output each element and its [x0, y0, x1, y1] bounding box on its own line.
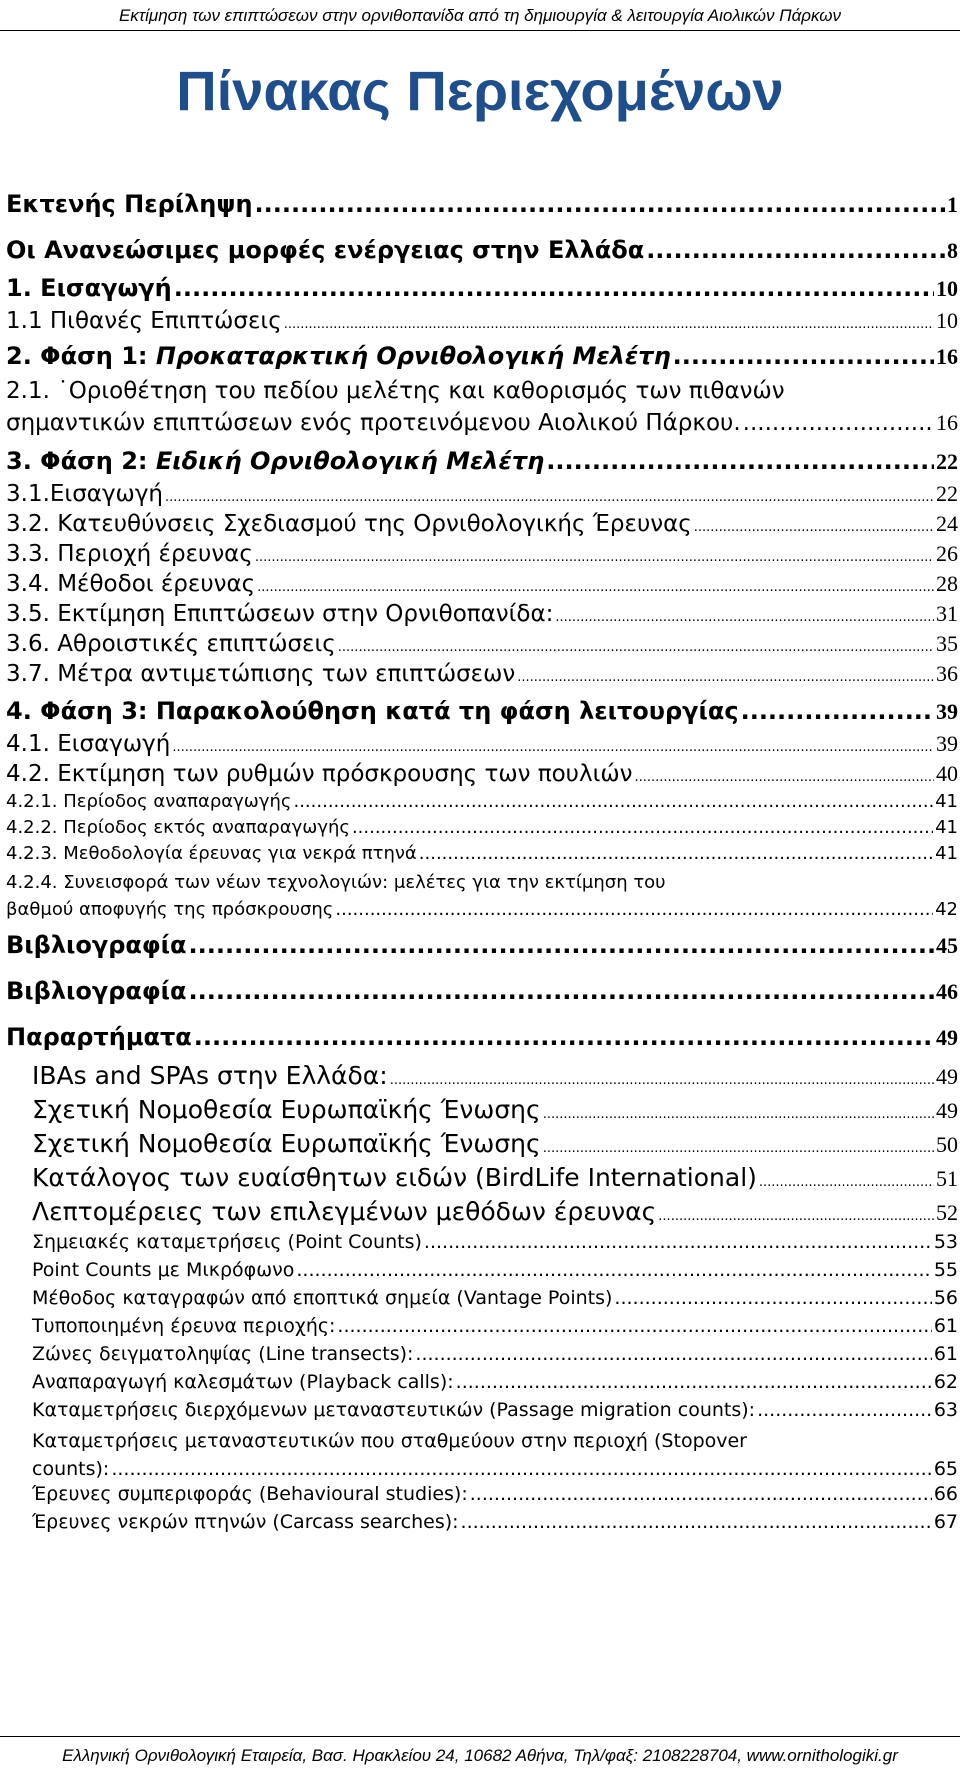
toc-page: 28 [936, 571, 958, 596]
toc-label: Ζώνες δειγματοληψίας (Line transects): [32, 1343, 414, 1365]
toc-leader [174, 274, 934, 302]
toc-page: 61 [933, 1315, 958, 1337]
toc-label: Λεπτομέρειες των επιλεγμένων μεθόδων έρευνας [32, 1197, 657, 1226]
toc-leader [743, 408, 934, 439]
toc-leader [111, 1455, 931, 1483]
toc-label: 4.2.1. Περίοδος αναπαραγωγής [6, 791, 292, 812]
toc-page: 36 [936, 661, 958, 686]
toc-leader [255, 190, 945, 218]
toc-label: Καταμετρήσεις διερχόμενων μεταναστευτικών (Passage migration counts): [32, 1399, 756, 1421]
toc-entry-4-2-2[interactable] [6, 817, 958, 843]
toc-leader [456, 1371, 932, 1393]
toc-entry-3-1[interactable] [6, 481, 958, 511]
toc-label-line2: βαθμού αποφυγής της πρόσκρουσης [6, 899, 334, 920]
toc-label: Βιβλιογραφία [6, 931, 187, 959]
toc-label: Μέθοδος καταγραφών από εποπτικά σημεία (Vantage Points) [32, 1287, 613, 1309]
toc-leader [284, 308, 934, 334]
toc-label: IBAs and SPAs στην Ελλάδα: [32, 1061, 388, 1090]
toc-entry-point-counts-microphone[interactable] [6, 1259, 958, 1287]
toc-leader [390, 1061, 934, 1090]
toc-label-line2: σημαντικών επιπτώσεων ενός προτεινόμενου Αιολικού Πάρκου. [6, 410, 741, 436]
toc-page: 66 [933, 1483, 958, 1505]
toc-page: 55 [933, 1259, 958, 1281]
toc-entry-phase-2[interactable] [6, 447, 958, 481]
toc-label: Σχετική Νομοθεσία Ευρωπαϊκής Ένωσης [32, 1095, 541, 1124]
toc-page: 42 [935, 899, 958, 920]
toc-label: 3.7. Μέτρα αντιμετώπισης των επιπτώσεων [6, 661, 516, 687]
toc-page: 16 [936, 344, 958, 369]
header-divider [0, 30, 960, 31]
toc-leader [194, 1023, 934, 1051]
toc-entry-3-6[interactable] [6, 631, 958, 661]
toc-leader [335, 896, 933, 923]
toc-label: 3.6. Αθροιστικές επιπτώσεις [6, 631, 336, 657]
toc-entry-4-2[interactable] [6, 761, 958, 791]
toc-label: 1. Εισαγωγή [6, 274, 172, 302]
toc-entry-bibliography-1[interactable] [6, 931, 958, 969]
toc-leader [424, 1231, 932, 1253]
toc-leader [415, 1343, 931, 1365]
toc-entry-stopover-counts[interactable] [6, 1427, 958, 1483]
toc-entry-eu-legislation-1[interactable] [6, 1095, 958, 1129]
toc-leader [255, 541, 934, 567]
toc-entry-executive-summary[interactable] [6, 190, 958, 228]
toc-leader [257, 571, 934, 597]
toc-label-line1: 4.2.4. Συνεισφορά των νέων τεχνολογιών: μελέτες για την εκτίμηση του [6, 872, 666, 893]
toc-entry-renewables[interactable] [6, 236, 958, 274]
toc-leader [646, 236, 945, 264]
toc-entry-point-counts[interactable] [6, 1231, 958, 1259]
toc-leader [188, 977, 934, 1005]
toc-label: 4.2. Εκτίμηση των ρυθμών πρόσκρουσης των πουλιών [6, 761, 633, 787]
toc-entry-method-details[interactable] [6, 1197, 958, 1231]
toc-label-line2: counts): [32, 1458, 110, 1480]
toc-leader [634, 761, 934, 787]
toc-page: 63 [933, 1399, 958, 1421]
toc-page: 65 [933, 1458, 958, 1480]
toc-leader [517, 661, 934, 687]
toc-page: 31 [936, 601, 958, 626]
toc-entry-possible-impacts[interactable] [6, 308, 958, 338]
toc-page: 56 [933, 1287, 958, 1309]
toc-entry-sensitive-species[interactable] [6, 1163, 958, 1197]
toc-leader [543, 1095, 934, 1124]
toc-page: 49 [936, 1098, 958, 1123]
toc-label-italic: Προκαταρκτική Ορνιθολογική Μελέτη [155, 342, 671, 370]
toc-page: 10 [936, 276, 958, 301]
toc-leader [419, 843, 933, 864]
toc-leader [759, 1163, 934, 1192]
toc-page: 49 [936, 1064, 958, 1089]
toc-page: 67 [933, 1511, 958, 1533]
toc-label: 3.4. Μέθοδοι έρευνας [6, 571, 256, 597]
toc-page: 53 [933, 1231, 958, 1253]
toc-leader [293, 791, 933, 812]
toc-page: 49 [936, 1025, 958, 1050]
toc-leader [658, 1197, 934, 1226]
toc-leader [337, 1315, 931, 1337]
toc-label: 4.2.3. Μεθοδολογία έρευνας για νεκρά πτηνά [6, 843, 417, 864]
toc-label: 4.2.2. Περίοδος εκτός αναπαραγωγής [6, 817, 350, 838]
toc-label-line1: 2.1. ˙Οριοθέτηση του πεδίου μελέτης και καθορισμός των πιθανών [6, 378, 785, 404]
toc-page: 39 [936, 731, 958, 756]
toc-leader [757, 1399, 932, 1421]
toc-label: Έρευνες συμπεριφοράς (Behavioural studies): [32, 1483, 468, 1505]
toc-page: 46 [936, 979, 958, 1004]
toc-page: 62 [933, 1371, 958, 1393]
toc-label: Εκτενής Περίληψη [6, 190, 253, 218]
toc-entry-phase-1[interactable] [6, 342, 958, 376]
toc-entry-behavioural-studies[interactable] [6, 1483, 958, 1511]
toc-entry-vantage-points[interactable] [6, 1287, 958, 1315]
toc-entry-2-1[interactable] [6, 376, 958, 439]
toc-label: Παραρτήματα [6, 1023, 192, 1051]
toc-page: 50 [936, 1132, 958, 1157]
toc-label [6, 447, 544, 475]
toc-entry-3-7[interactable] [6, 661, 958, 691]
toc-page: 1 [947, 192, 958, 217]
toc-leader [461, 1511, 932, 1533]
toc-label-line2-row [6, 407, 958, 439]
toc-leader [555, 601, 934, 627]
toc-page: 24 [936, 511, 958, 536]
toc-label [6, 342, 671, 370]
toc-label: Point Counts με Μικρόφωνο [32, 1259, 295, 1281]
toc-page: 22 [936, 481, 958, 506]
toc-page: 40 [936, 761, 958, 786]
toc-leader [165, 481, 934, 507]
toc-leader [296, 1259, 931, 1281]
toc-label: 3.2. Κατευθύνσεις Σχεδιασμού της Ορνιθολογικής Έρευνας [6, 511, 692, 537]
toc-label: Σχετική Νομοθεσία Ευρωπαϊκής Ένωσης [32, 1129, 541, 1158]
toc-page: 52 [936, 1200, 958, 1225]
toc-page: 39 [936, 699, 958, 724]
toc-label: Αναπαραγωγή καλεσμάτων (Playback calls): [32, 1371, 454, 1393]
toc-page: 51 [936, 1166, 958, 1191]
toc-leader [741, 697, 934, 725]
toc-page: 45 [936, 933, 958, 958]
toc-label: 3.1.Εισαγωγή [6, 481, 164, 507]
table-of-contents [6, 190, 958, 1539]
toc-entry-3-2[interactable] [6, 511, 958, 541]
toc-page: 41 [935, 791, 958, 812]
toc-label: Τυποποιημένη έρευνα περιοχής: [32, 1315, 336, 1337]
toc-page: 61 [933, 1343, 958, 1365]
toc-label: Βιβλιογραφία [6, 977, 187, 1005]
toc-entry-eu-legislation-2[interactable] [6, 1129, 958, 1163]
toc-entry-4-2-4[interactable] [6, 869, 958, 923]
toc-entry-3-3[interactable] [6, 541, 958, 571]
toc-entry-introduction[interactable] [6, 274, 958, 308]
toc-leader [338, 631, 934, 657]
toc-leader [352, 817, 933, 838]
toc-entry-4-2-1[interactable] [6, 791, 958, 817]
toc-entry-4-2-3[interactable] [6, 843, 958, 869]
toc-label-prefix: 2. Φάση 1: [6, 342, 156, 370]
toc-page: 8 [947, 238, 958, 263]
toc-label: Έρευνες νεκρών πτηνών (Carcass searches): [32, 1511, 459, 1533]
toc-page: 41 [935, 817, 958, 838]
toc-label: Οι Ανανεώσιμες μορφές ενέργειας στην Ελλάδα [6, 236, 645, 264]
toc-label: 4. Φάση 3: Παρακολούθηση κατά τη φάση λειτουργίας [6, 697, 739, 725]
toc-page: 41 [935, 843, 958, 864]
toc-entry-carcass-searches[interactable] [6, 1511, 958, 1539]
toc-entry-phase-3[interactable] [6, 697, 958, 731]
toc-label-line1: Καταμετρήσεις μεταναστευτικών που σταθμεύουν στην περιοχή (Stopover [32, 1430, 747, 1452]
toc-entry-3-5[interactable] [6, 601, 958, 631]
toc-label-italic: Ειδική Ορνιθολογική Μελέτη [155, 447, 545, 475]
toc-entry-standard-area-survey[interactable] [6, 1315, 958, 1343]
toc-page: 16 [936, 410, 958, 435]
footer-divider [0, 1736, 960, 1737]
toc-leader [673, 342, 934, 370]
toc-entry-appendices[interactable] [6, 1023, 958, 1061]
toc-entry-playback-calls[interactable] [6, 1371, 958, 1399]
toc-label-prefix: 3. Φάση 2: [6, 447, 156, 475]
toc-label-line2-row [32, 1455, 958, 1483]
toc-label: Κατάλογος των ευαίσθητων ειδών (BirdLife International) [32, 1163, 757, 1192]
toc-leader [614, 1287, 931, 1309]
toc-page: 10 [936, 308, 958, 333]
toc-leader [546, 447, 934, 475]
toc-label: 3.3. Περιοχή έρευνας [6, 541, 253, 567]
toc-label-line2-row [6, 896, 958, 923]
toc-page: 35 [936, 631, 958, 656]
toc-label: 4.1. Εισαγωγή [6, 731, 171, 757]
page-title: Πίνακας Περιεχομένων [176, 59, 784, 122]
toc-entry-bibliography-2[interactable] [6, 977, 958, 1015]
toc-label: 3.5. Εκτίμηση Επιπτώσεων στην Ορνιθοπανίδα: [6, 601, 554, 627]
toc-entry-3-4[interactable] [6, 571, 958, 601]
toc-page: 22 [936, 449, 958, 474]
toc-entry-passage-migration[interactable] [6, 1399, 958, 1427]
running-footer: Ελληνική Ορνιθολογική Εταιρεία, Βασ. Ηρακλείου 24, 10682 Αθήνα, Τηλ/φαξ: 2108228704, www.ornithologiki.gr [62, 1746, 898, 1765]
toc-leader [543, 1129, 934, 1158]
toc-leader [172, 731, 934, 757]
toc-entry-line-transects[interactable] [6, 1343, 958, 1371]
toc-leader [694, 511, 934, 537]
toc-page: 26 [936, 541, 958, 566]
toc-leader [470, 1483, 932, 1505]
toc-label: Σημειακές καταμετρήσεις (Point Counts) [32, 1231, 422, 1253]
running-header: Εκτίμηση των επιπτώσεων στην ορνιθοπανίδα από τη δημιουργία & λειτουργία Αιολικών Πάρκων [118, 6, 842, 25]
toc-entry-4-1[interactable] [6, 731, 958, 761]
toc-leader [188, 931, 934, 959]
toc-entry-ibas-spas[interactable] [6, 1061, 958, 1095]
toc-label: 1.1 Πιθανές Επιπτώσεις [6, 308, 282, 334]
